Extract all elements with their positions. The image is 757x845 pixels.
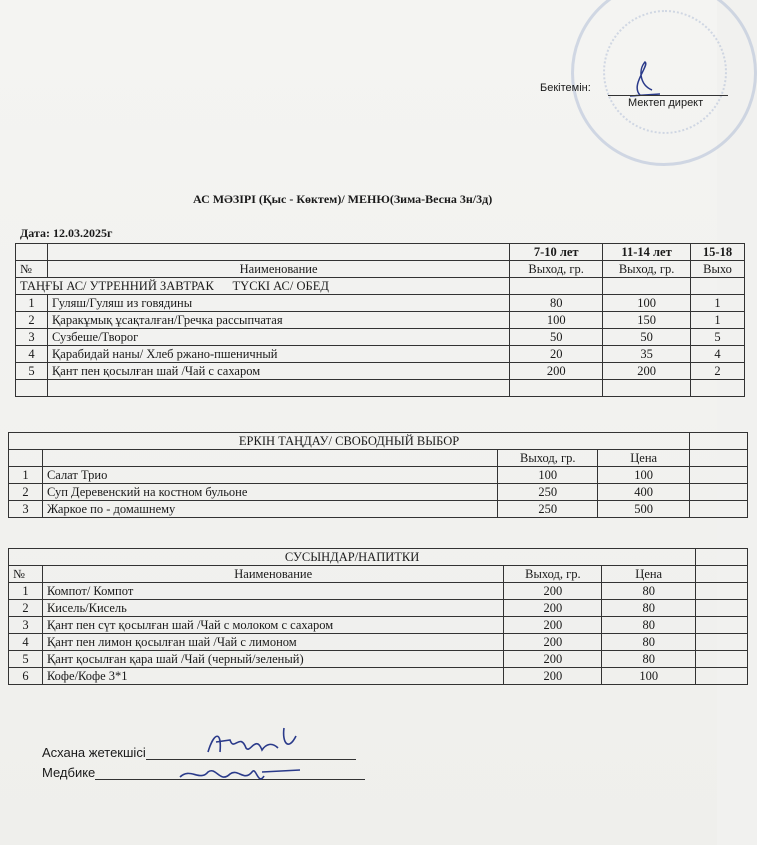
yield-value: 5 xyxy=(691,329,745,346)
yield-value: 100 xyxy=(510,312,603,329)
table-row xyxy=(16,329,745,346)
approval-signature-line xyxy=(608,95,728,96)
table-row xyxy=(9,484,748,501)
table-row xyxy=(9,501,748,518)
row-num: 3 xyxy=(9,501,43,518)
section-header: ЕРКІН ТАҢДАУ/ СВОБОДНЫЙ ВЫБОР xyxy=(9,433,690,450)
yield-value: 100 xyxy=(498,467,598,484)
yield-value: 2 xyxy=(691,363,745,380)
approval-label: Бекітемін: xyxy=(540,82,591,94)
free-choice-table xyxy=(8,432,748,518)
dish-name: Қарабидай наны/ Хлеб ржано-пшеничный xyxy=(47,346,509,363)
drink-name: Қант қосылған қара шай /Чай (черный/зеленый) xyxy=(42,651,503,668)
price-value: 400 xyxy=(598,484,690,501)
drink-name: Компот/ Компот xyxy=(42,583,503,600)
num-header: № xyxy=(9,566,43,583)
yield-value: 50 xyxy=(603,329,691,346)
director-signature xyxy=(610,60,670,100)
dish-name: Қаракұмық ұсақталған/Гречка рассыпчатая xyxy=(47,312,509,329)
age-group-11-14: 11-14 лет xyxy=(603,244,691,261)
yield-value: 250 xyxy=(498,484,598,501)
price-header: Цена xyxy=(602,566,696,583)
row-num: 2 xyxy=(9,484,43,501)
table-row xyxy=(16,312,745,329)
age-group-15-18: 15-18 xyxy=(691,244,745,261)
menu-title: АС МӘЗІРІ (Қыс - Көктем)/ МЕНЮ(Зима-Весна 3н/3д) xyxy=(193,192,493,206)
row-num: 5 xyxy=(16,363,48,380)
yield-value: 100 xyxy=(603,295,691,312)
section-header: ТАҢҒЫ АС/ УТРЕННИЙ ЗАВТРАК ТҮСКІ АС/ ОБЕД xyxy=(16,278,510,295)
yield-header: Выхо xyxy=(691,261,745,278)
price-value: 80 xyxy=(602,651,696,668)
row-num: 1 xyxy=(9,467,43,484)
yield-value: 200 xyxy=(504,583,602,600)
drink-name: Қант пен лимон қосылған шай /Чай с лимоном xyxy=(42,634,503,651)
row-num: 1 xyxy=(9,583,43,600)
yield-header: Выход, гр. xyxy=(603,261,691,278)
yield-value: 20 xyxy=(510,346,603,363)
price-header: Цена xyxy=(598,450,690,467)
row-num: 2 xyxy=(16,312,48,329)
yield-value: 200 xyxy=(603,363,691,380)
price-value: 80 xyxy=(602,634,696,651)
age-group-7-10: 7-10 лет xyxy=(510,244,603,261)
menu-date: Дата: 12.03.2025г xyxy=(20,226,113,240)
table-row xyxy=(16,295,745,312)
drink-name: Кисель/Кисель xyxy=(42,600,503,617)
table-row xyxy=(9,617,748,634)
table-row xyxy=(16,346,745,363)
yield-value: 200 xyxy=(504,651,602,668)
drink-name: Қант пен сүт қосылған шай /Чай с молоком с сахаром xyxy=(42,617,503,634)
price-value: 500 xyxy=(598,501,690,518)
price-value: 100 xyxy=(602,668,696,685)
row-num: 6 xyxy=(9,668,43,685)
nurse-label: Медбике xyxy=(42,765,96,780)
row-num: 3 xyxy=(16,329,48,346)
yield-value: 4 xyxy=(691,346,745,363)
name-header: Наименование xyxy=(42,566,503,583)
table-row xyxy=(9,651,748,668)
yield-value: 200 xyxy=(504,600,602,617)
table-row xyxy=(16,363,745,380)
price-value: 80 xyxy=(602,600,696,617)
price-value: 100 xyxy=(598,467,690,484)
row-num: 3 xyxy=(9,617,43,634)
dish-name: Жаркое по - домашнему xyxy=(42,501,497,518)
yield-value: 200 xyxy=(510,363,603,380)
yield-value: 200 xyxy=(504,634,602,651)
dish-name: Сузбеше/Творог xyxy=(47,329,509,346)
yield-header: Выход, гр. xyxy=(498,450,598,467)
section-header: СУСЫНДАР/НАПИТКИ xyxy=(9,549,696,566)
price-value: 80 xyxy=(602,617,696,634)
row-num: 4 xyxy=(16,346,48,363)
dish-name: Салат Трио xyxy=(42,467,497,484)
yield-value: 200 xyxy=(504,617,602,634)
dish-name: Гуляш/Гуляш из говядины xyxy=(47,295,509,312)
num-header: № xyxy=(16,261,48,278)
yield-value: 80 xyxy=(510,295,603,312)
table-row xyxy=(9,583,748,600)
table-row xyxy=(9,668,748,685)
row-num: 5 xyxy=(9,651,43,668)
name-header: Наименование xyxy=(47,261,509,278)
handwritten-signatures xyxy=(200,722,310,792)
drink-name: Кофе/Кофе 3*1 xyxy=(42,668,503,685)
yield-value: 35 xyxy=(603,346,691,363)
table-row xyxy=(9,600,748,617)
drinks-table xyxy=(8,548,748,685)
yield-value: 50 xyxy=(510,329,603,346)
row-num: 2 xyxy=(9,600,43,617)
yield-value: 250 xyxy=(498,501,598,518)
yield-value: 200 xyxy=(504,668,602,685)
chef-label: Асхана жетекшісі xyxy=(42,745,146,760)
yield-header: Выход, гр. xyxy=(510,261,603,278)
price-value: 80 xyxy=(602,583,696,600)
yield-value: 1 xyxy=(691,312,745,329)
yield-header: Выход, гр. xyxy=(504,566,602,583)
director-label: Мектеп директ xyxy=(628,97,704,109)
row-num: 4 xyxy=(9,634,43,651)
dish-name: Қант пен қосылған шай /Чай с сахаром xyxy=(47,363,509,380)
table-row xyxy=(9,634,748,651)
yield-value: 1 xyxy=(691,295,745,312)
dish-name: Суп Деревенский на костном бульоне xyxy=(42,484,497,501)
yield-value: 150 xyxy=(603,312,691,329)
breakfast-table xyxy=(15,243,745,397)
row-num: 1 xyxy=(16,295,48,312)
table-row xyxy=(9,467,748,484)
